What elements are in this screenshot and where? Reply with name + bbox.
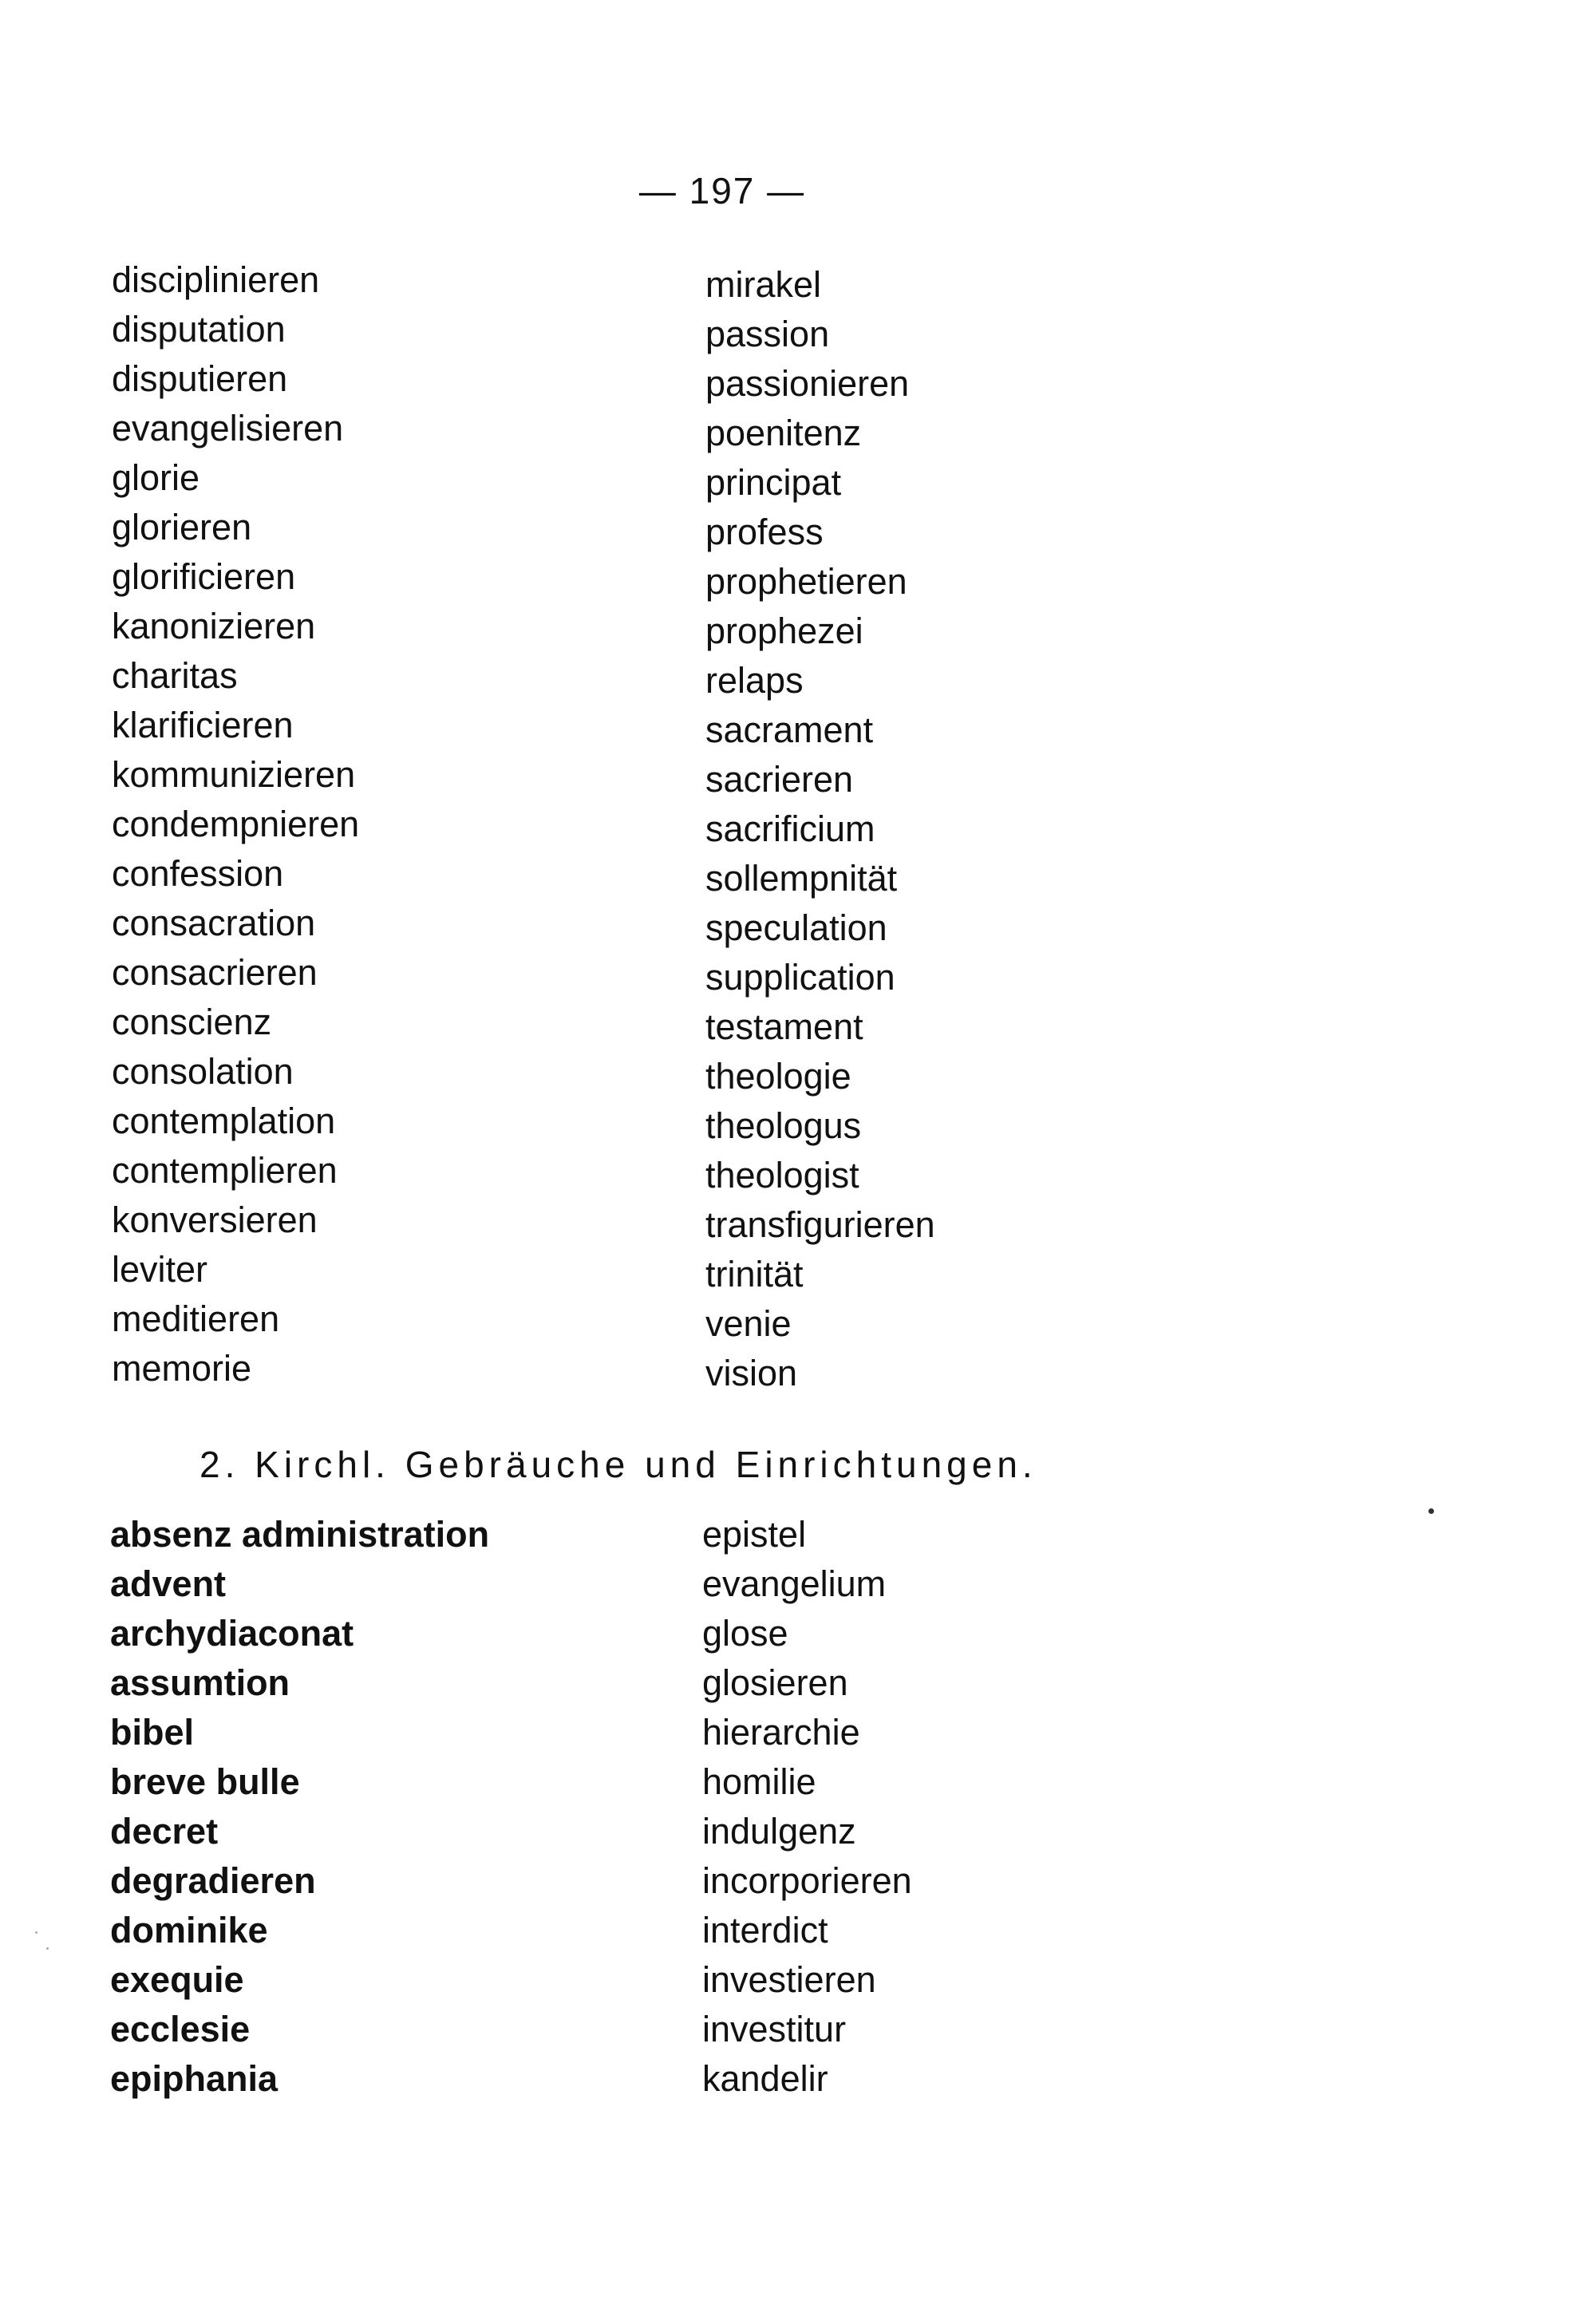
list-item: mirakel (705, 264, 822, 305)
list-item: disputation (112, 309, 286, 350)
list-item: kommunizieren (112, 754, 356, 795)
list-item: prophezei (705, 611, 863, 651)
list-item: sacrificium (705, 808, 875, 849)
list-item: theologist (705, 1155, 859, 1196)
list-item: kanonizieren (112, 606, 316, 646)
list-item: investieren (702, 1959, 876, 2000)
list-item: investitur (702, 2009, 847, 2049)
list-item: meditieren (112, 1298, 280, 1339)
list-item: poenitenz (705, 413, 862, 453)
list-item: bibel (110, 1712, 195, 1753)
list-item: speculation (705, 907, 887, 948)
list-item: incorporieren (702, 1860, 912, 1901)
list-item: disciplinieren (112, 259, 320, 300)
list-item: relaps (705, 660, 804, 701)
list-item: theologie (705, 1056, 851, 1097)
list-item: assumtion (110, 1662, 290, 1703)
list-item: konversieren (112, 1200, 318, 1240)
list-item: prophetieren (705, 561, 907, 602)
list-item: homilie (702, 1761, 816, 1802)
list-item: glorificieren (112, 556, 296, 597)
list-item: confession (112, 853, 284, 894)
list-item: ecclesie (110, 2009, 251, 2049)
list-item: theologus (705, 1105, 862, 1146)
list-item: consacration (112, 903, 316, 943)
list-item: sacrieren (705, 759, 854, 800)
list-item: contemplation (112, 1101, 336, 1141)
list-item: glosieren (702, 1662, 848, 1703)
section-heading: 2. Kirchl. Gebräuche und Einrichtungen. (200, 1444, 1037, 1485)
list-item: testament (705, 1006, 863, 1047)
list-item: archydiaconat (110, 1613, 354, 1654)
list-item: transfigurieren (705, 1204, 935, 1245)
list-item: klarificieren (112, 705, 294, 745)
list-item: indulgenz (702, 1811, 856, 1852)
list-item: glorie (112, 457, 200, 498)
list-item: absenz administration (110, 1514, 490, 1555)
list-item: evangelisieren (112, 408, 344, 449)
list-item: decret (110, 1811, 219, 1852)
list-item: sollempnität (705, 858, 898, 899)
list-item: interdict (702, 1910, 828, 1950)
list-item: hierarchie (702, 1712, 860, 1753)
list-item: passionieren (705, 363, 910, 404)
list-item: epiphania (110, 2058, 279, 2099)
word-list-section1-right (705, 260, 935, 1398)
list-item: supplication (705, 957, 895, 998)
list-item: advent (110, 1563, 227, 1604)
list-item: principat (705, 462, 842, 503)
list-item: evangelium (702, 1563, 887, 1604)
list-item: glorieren (112, 507, 252, 547)
list-item: dominike (110, 1910, 268, 1950)
paper-speck (1428, 1508, 1434, 1514)
list-item: disputieren (112, 358, 288, 399)
list-item: vision (705, 1353, 798, 1393)
list-item: glose (702, 1613, 788, 1654)
list-item: consolation (112, 1051, 294, 1092)
list-item: memorie (112, 1348, 252, 1389)
paper-speck (35, 1931, 38, 1934)
page-number: — 197 — (638, 170, 806, 211)
list-item: leviter (112, 1249, 208, 1290)
list-item: consacrieren (112, 952, 318, 993)
word-list-section2-left (110, 1510, 489, 2104)
list-item: charitas (112, 655, 238, 696)
word-list-section2-right (702, 1510, 912, 2104)
list-item: sacrament (705, 709, 874, 750)
list-item: trinität (705, 1254, 804, 1294)
list-item: condempnieren (112, 804, 360, 844)
list-item: profess (705, 512, 824, 552)
list-item: passion (705, 314, 830, 354)
paper-speck (46, 1947, 49, 1950)
list-item: conscienz (112, 1002, 272, 1042)
list-item: epistel (702, 1514, 807, 1555)
list-item: breve bulle (110, 1761, 300, 1802)
list-item: contemplieren (112, 1150, 338, 1191)
list-item: kandelir (702, 2058, 828, 2099)
list-item: venie (705, 1303, 792, 1344)
list-item: degradieren (110, 1860, 316, 1901)
list-item: exequie (110, 1959, 244, 2000)
word-list-section1-left (112, 255, 359, 1393)
